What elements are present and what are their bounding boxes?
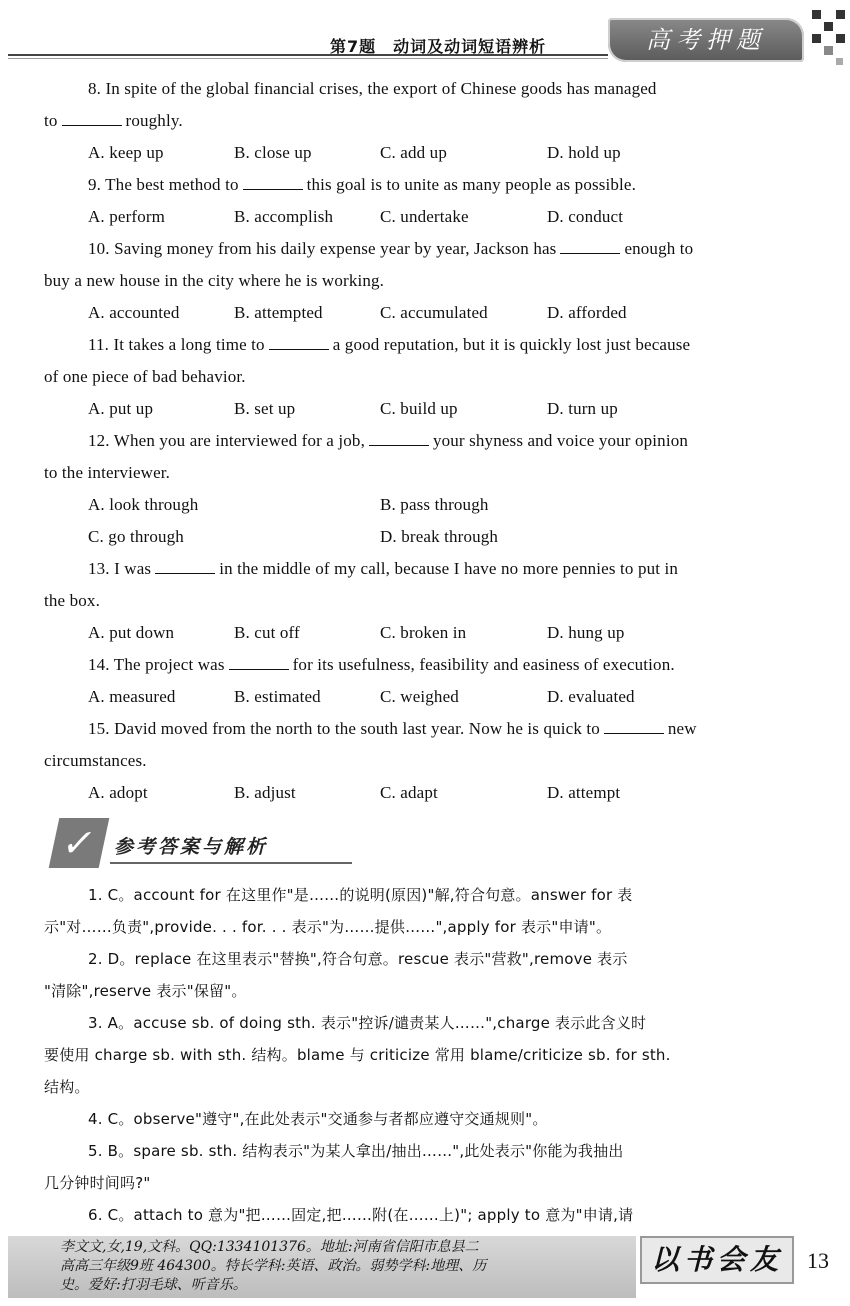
answer-line: 要使用 charge sb. with sth. 结构。blame 与 criticize 常用 blame/criticize sb. for sth. <box>44 1046 671 1064</box>
answer-line: 几分钟时间吗?" <box>44 1174 151 1192</box>
reader-profile-line: 史。爱好:打羽毛球、听音乐。 <box>60 1277 247 1293</box>
question-text: a good reputation, but it is quickly lost just because <box>332 335 691 354</box>
question-13-options <box>44 620 806 646</box>
question-15-stem <box>44 716 850 742</box>
question-9-options <box>44 204 806 230</box>
answer-section-title: 参考答案与解析 <box>114 836 269 858</box>
option-c: C. weighed <box>380 687 459 706</box>
question-8-options <box>44 140 806 166</box>
option-b: B. pass through <box>380 495 489 514</box>
answer-line: 5. B。spare sb. sth. 结构表示"为某人拿出/抽出……",此处表示"你能为我抽出 <box>88 1142 624 1160</box>
question-text: for its usefulness, feasibility and easiness of execution. <box>292 655 675 674</box>
question-10-options <box>44 300 806 326</box>
option-d: D. conduct <box>547 207 624 226</box>
question-text: 9. The best method to <box>88 175 239 194</box>
question-14-stem <box>44 652 850 678</box>
option-a: A. look through <box>88 495 199 514</box>
option-c: C. build up <box>380 399 458 418</box>
option-c: C. adapt <box>380 783 438 802</box>
question-15-options <box>44 780 806 806</box>
option-d: D. hung up <box>547 623 625 642</box>
answer-line: 3. A。accuse sb. of doing sth. 表示"控诉/谴责某人……",charge 表示此含义时 <box>88 1014 647 1032</box>
option-d: D. afforded <box>547 303 627 322</box>
question-12-stem <box>44 428 850 454</box>
question-14-options <box>44 684 806 710</box>
option-d: D. break through <box>380 527 499 546</box>
answer-section-header <box>54 818 314 870</box>
option-b: B. cut off <box>234 623 300 642</box>
answer-line: 2. D。replace 在这里表示"替换",符合句意。rescue 表示"营救",remove 表示 <box>88 950 628 968</box>
question-15-stem-line2: circumstances. <box>44 751 147 770</box>
question-12-options-row1 <box>44 492 806 518</box>
option-d: D. attempt <box>547 783 621 802</box>
answer-line: 结构。 <box>44 1078 90 1096</box>
question-text: 14. The project was <box>88 655 225 674</box>
reader-profile <box>60 1238 640 1295</box>
question-11-options <box>44 396 806 422</box>
question-text: 13. I was <box>88 559 152 578</box>
pen-and-check-icon: ✓ <box>49 818 110 868</box>
section-title: 第7题 动词及动词短语辨析 <box>330 37 547 56</box>
exam-badge: 高考押题 <box>608 18 804 62</box>
option-a: A. measured <box>88 687 176 706</box>
question-text: 8. In spite of the global financial crises, the export of Chinese goods has managed <box>88 79 657 98</box>
reader-profile-line: 李文文,女,19,文科。QQ:1334101376。地址:河南省信阳市息县二 <box>60 1239 479 1255</box>
option-b: B. attempted <box>234 303 323 322</box>
question-text: your shyness and voice your opinion <box>432 431 689 450</box>
option-b: B. set up <box>234 399 296 418</box>
question-11-stem-line2: of one piece of bad behavior. <box>44 367 246 386</box>
question-13-stem-line2: the box. <box>44 591 100 610</box>
answer-blank <box>243 173 303 190</box>
question-text: 11. It takes a long time to <box>88 335 265 354</box>
option-c: C. broken in <box>380 623 467 642</box>
option-a: A. adopt <box>88 783 148 802</box>
option-d: D. evaluated <box>547 687 635 706</box>
option-a: A. accounted <box>88 303 180 322</box>
option-d: D. turn up <box>547 399 618 418</box>
option-c: C. add up <box>380 143 447 162</box>
question-12-options-row2 <box>44 524 806 550</box>
header-rule-thin <box>8 58 608 59</box>
question-8-stem-line2 <box>44 108 806 134</box>
option-b: B. adjust <box>234 783 296 802</box>
answer-line: 示"对……负责",provide. . . for. . . 表示"为……提供……",apply for 表示"申请"。 <box>44 918 612 936</box>
answer-line: 1. C。account for 在这里作"是……的说明(原因)"解,符合句意。answer for 表 <box>88 886 633 904</box>
option-a: A. perform <box>88 207 166 226</box>
question-text: to <box>44 111 58 130</box>
question-11-stem <box>44 332 850 358</box>
footer-badge: 以书会友 <box>640 1236 794 1284</box>
question-text: in the middle of my call, because I have no more pennies to put in <box>219 559 679 578</box>
option-a: A. put down <box>88 623 175 642</box>
question-text: 12. When you are interviewed for a job, <box>88 431 365 450</box>
answer-line: 4. C。observe"遵守",在此处表示"交通参与者都应遵守交通规则"。 <box>88 1110 548 1128</box>
option-b: B. accomplish <box>234 207 334 226</box>
question-10-stem-line2: buy a new house in the city where he is working. <box>44 271 385 290</box>
question-text: enough to <box>624 239 694 258</box>
answer-blank <box>369 429 429 446</box>
option-c: C. undertake <box>380 207 469 226</box>
option-a: A. keep up <box>88 143 164 162</box>
decorative-squares-icon <box>808 6 848 68</box>
answer-blank <box>560 237 620 254</box>
question-10-stem <box>44 236 850 262</box>
answer-section-underline <box>110 862 352 864</box>
question-text: 10. Saving money from his daily expense year by year, Jackson has <box>88 239 557 258</box>
answer-blank <box>229 653 289 670</box>
question-text: roughly. <box>125 111 183 130</box>
question-text: 15. David moved from the north to the south last year. Now he is quick to <box>88 719 600 738</box>
page-number: 13 <box>807 1248 829 1273</box>
option-d: D. hold up <box>547 143 621 162</box>
answer-blank <box>155 557 215 574</box>
question-8-stem <box>44 76 850 102</box>
question-9-stem <box>44 172 850 198</box>
reader-profile-line: 高高三年级9班 464300。特长学科:英语、政治。弱势学科:地理、历 <box>60 1258 487 1274</box>
question-12-stem-line2: to the interviewer. <box>44 463 171 482</box>
question-text: new <box>667 719 697 738</box>
question-text: this goal is to unite as many people as possible. <box>306 175 636 194</box>
option-a: A. put up <box>88 399 154 418</box>
answer-blank <box>269 333 329 350</box>
option-b: B. close up <box>234 143 312 162</box>
answer-blank <box>604 717 664 734</box>
answer-line: "清除",reserve 表示"保留"。 <box>44 982 247 1000</box>
option-c: C. accumulated <box>380 303 488 322</box>
answer-line: 6. C。attach to 意为"把……固定,把……附(在……上)"; apply to 意为"申请,请 <box>88 1206 634 1224</box>
option-b: B. estimated <box>234 687 321 706</box>
option-c: C. go through <box>88 527 184 546</box>
question-13-stem <box>44 556 850 582</box>
answer-blank <box>62 109 122 126</box>
